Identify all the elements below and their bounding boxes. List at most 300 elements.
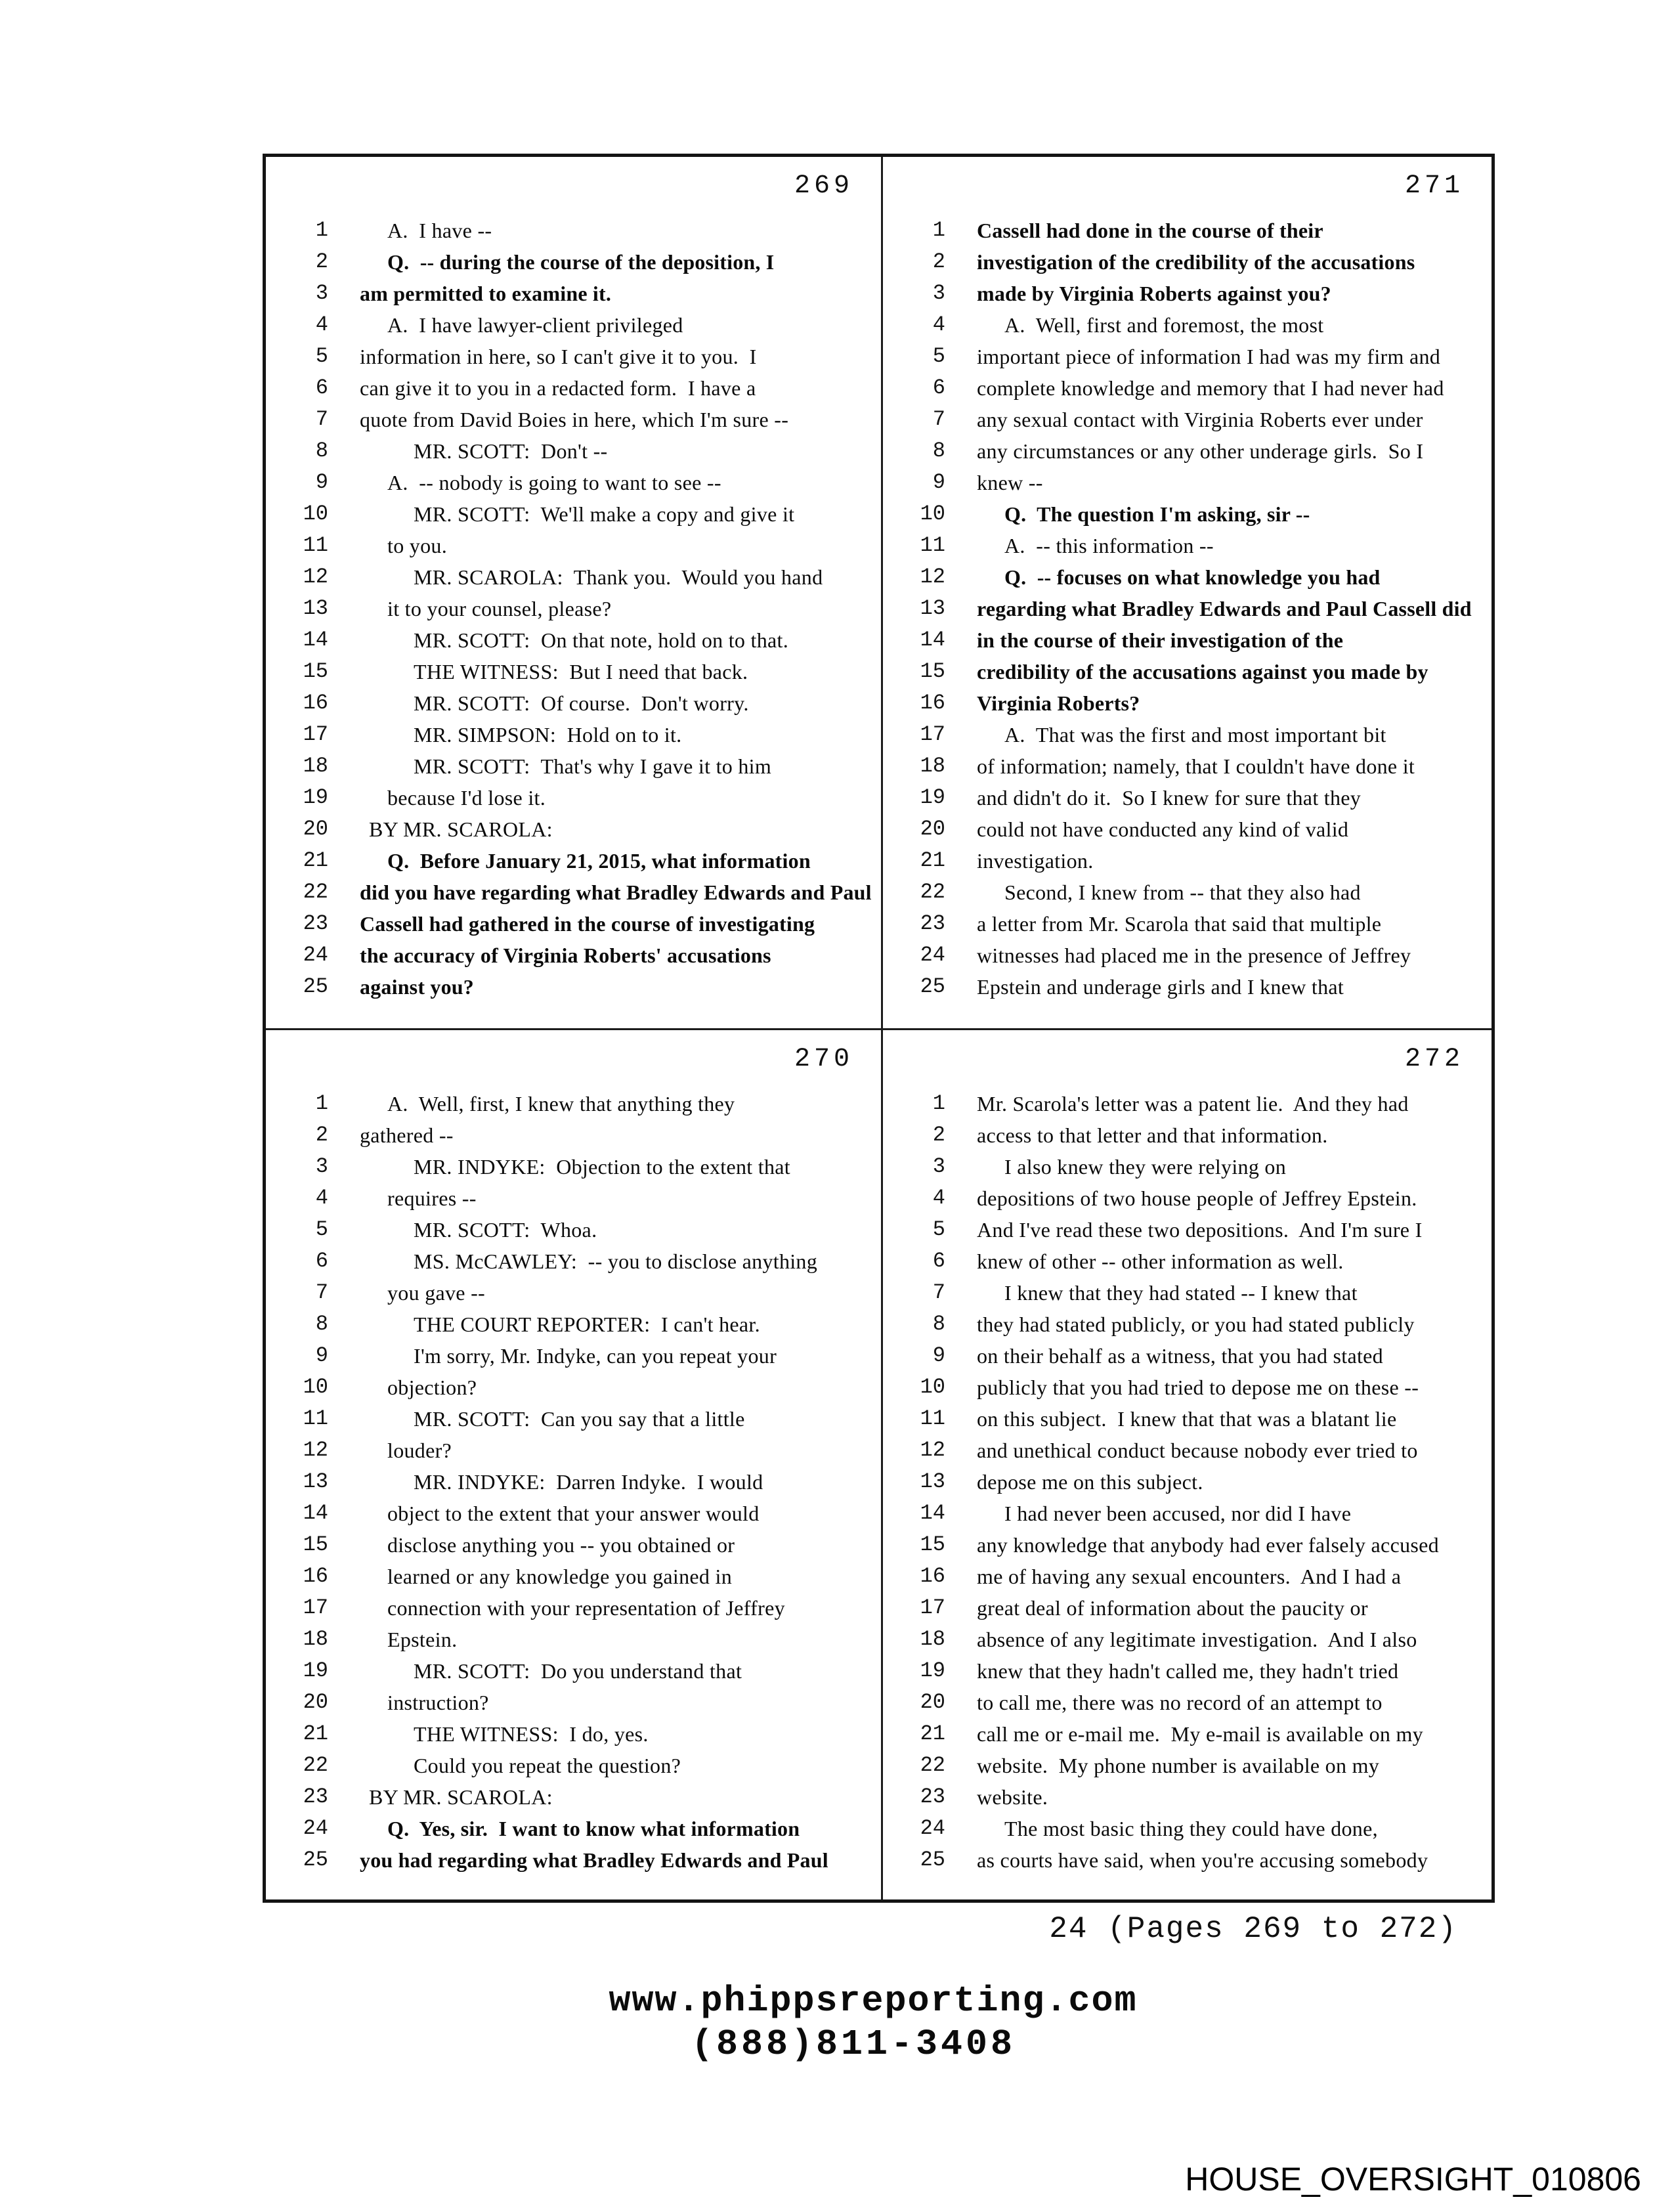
line-text: louder?: [387, 1439, 452, 1462]
transcript-line: [883, 656, 1492, 687]
transcript-line: [883, 1151, 1492, 1182]
line-text: MR. SCOTT: Don't --: [414, 439, 608, 463]
footer-website: www.phippsreporting.com: [609, 1980, 1138, 2022]
transcript-lines: [266, 1088, 881, 1876]
transcript-line: [883, 215, 1492, 246]
transcript-line: [883, 1813, 1492, 1844]
line-text: Virginia Roberts?: [977, 691, 1140, 715]
line-text: did you have regarding what Bradley Edwards and Paul: [360, 880, 872, 904]
transcript-line: [883, 498, 1492, 530]
line-number: 17: [920, 1595, 945, 1620]
line-number: 16: [920, 691, 945, 715]
line-number: 13: [303, 596, 328, 620]
line-text: MR. SCOTT: Can you say that a little: [414, 1407, 745, 1431]
line-number: 4: [315, 1186, 328, 1210]
line-number: 8: [932, 1312, 945, 1336]
line-number: 2: [315, 1123, 328, 1147]
line-text: any sexual contact with Virginia Roberts ever under: [977, 408, 1423, 431]
line-text: as courts have said, when you're accusing somebody: [977, 1848, 1428, 1872]
line-text: the accuracy of Virginia Roberts' accusations: [360, 943, 771, 967]
line-text: regarding what Bradley Edwards and Paul Cassell did: [977, 597, 1472, 620]
line-number: 3: [315, 1154, 328, 1179]
transcript-line: [266, 1435, 881, 1466]
transcript-line: [266, 1844, 881, 1876]
transcript-line: [266, 1781, 881, 1813]
transcript-line: [266, 656, 881, 687]
line-number: 20: [920, 1690, 945, 1714]
line-text: Cassell had gathered in the course of investigating: [360, 912, 815, 936]
transcript-line: [883, 1372, 1492, 1403]
line-number: 3: [932, 1154, 945, 1179]
page-header: [883, 157, 1492, 215]
line-number: 5: [315, 1217, 328, 1242]
transcript-line: [266, 1750, 881, 1781]
line-number: 13: [920, 1469, 945, 1494]
transcript-line: [883, 1529, 1492, 1561]
line-text: I had never been accused, nor did I have: [1004, 1502, 1352, 1525]
line-number: 6: [932, 1249, 945, 1273]
line-text: and didn't do it. So I knew for sure that they: [977, 786, 1362, 810]
line-number: 11: [303, 1406, 328, 1431]
line-number: 22: [303, 1753, 328, 1777]
line-number: 14: [920, 628, 945, 652]
line-number: 9: [315, 470, 328, 494]
line-text: A. Well, first, I knew that anything they: [387, 1092, 735, 1116]
line-number: 4: [932, 1186, 945, 1210]
transcript-line: [883, 1750, 1492, 1781]
line-number: 17: [303, 1595, 328, 1620]
line-text: I also knew they were relying on: [1004, 1155, 1287, 1179]
line-text: disclose anything you -- you obtained or: [387, 1533, 735, 1557]
line-text: they had stated publicly, or you had stated publicly: [977, 1312, 1415, 1336]
transcript-line: [266, 1246, 881, 1277]
line-number: 24: [920, 1816, 945, 1840]
transcript-line: [883, 1687, 1492, 1718]
line-number: 19: [920, 785, 945, 810]
transcript-line: [266, 309, 881, 341]
line-text: MR. SCOTT: Do you understand that: [414, 1659, 742, 1683]
line-text: THE WITNESS: But I need that back.: [414, 660, 748, 683]
line-text: to call me, there was no record of an attempt to: [977, 1691, 1383, 1714]
line-text: connection with your representation of Jeffrey: [387, 1596, 785, 1620]
line-number: 22: [920, 1753, 945, 1777]
transcript-line: [266, 782, 881, 813]
transcript-line: [883, 750, 1492, 782]
transcript-line: [883, 624, 1492, 656]
line-number: 25: [303, 1848, 328, 1872]
line-text: Q. Before January 21, 2015, what information: [387, 849, 811, 873]
line-text: knew of other -- other information as well.: [977, 1249, 1344, 1273]
transcript-line: [266, 1309, 881, 1340]
line-text: And I've read these two depositions. And I'm sure I: [977, 1218, 1423, 1242]
transcript-line: [266, 530, 881, 561]
transcript-line: [266, 687, 881, 719]
line-number: 24: [303, 1816, 328, 1840]
line-text: MR. INDYKE: Darren Indyke. I would: [414, 1470, 763, 1494]
line-number: 5: [932, 344, 945, 368]
line-text: you gave --: [387, 1281, 486, 1305]
transcript-line: [883, 1435, 1492, 1466]
line-number: 8: [315, 439, 328, 463]
line-number: 10: [920, 502, 945, 526]
transcript-line: [266, 372, 881, 404]
line-text: witnesses had placed me in the presence of Jeffrey: [977, 943, 1411, 967]
line-number: 22: [920, 880, 945, 904]
transcript-line: [883, 1498, 1492, 1529]
line-number: 9: [932, 470, 945, 494]
transcript-line: [883, 530, 1492, 561]
line-text: to you.: [387, 534, 447, 557]
transcript-line: [266, 845, 881, 877]
line-number: 3: [932, 281, 945, 305]
transcript-line: [266, 341, 881, 372]
line-text: call me or e-mail me. My e-mail is available on my: [977, 1722, 1423, 1746]
page-header: [266, 157, 881, 215]
line-text: gathered --: [360, 1123, 454, 1147]
line-text: in the course of their investigation of the: [977, 628, 1344, 652]
line-number: 21: [920, 848, 945, 873]
line-text: absence of any legitimate investigation. And I also: [977, 1628, 1417, 1651]
line-text: A. That was the first and most important bit: [1004, 723, 1386, 747]
line-number: 6: [315, 376, 328, 400]
transcript-line: [883, 1119, 1492, 1151]
line-text: A. I have lawyer-client privileged: [387, 313, 683, 337]
line-number: 18: [920, 754, 945, 778]
line-text: depose me on this subject.: [977, 1470, 1203, 1494]
line-text: any circumstances or any other underage girls. So I: [977, 439, 1424, 463]
line-number: 10: [303, 1375, 328, 1399]
line-number: 15: [920, 1532, 945, 1557]
transcript-line: [883, 1466, 1492, 1498]
transcript-grid: [263, 154, 1495, 1903]
line-number: 19: [920, 1659, 945, 1683]
line-number: 14: [303, 628, 328, 652]
transcript-line: [266, 877, 881, 908]
line-text: website. My phone number is available on my: [977, 1754, 1380, 1777]
transcript-line: [266, 1718, 881, 1750]
line-number: 17: [920, 722, 945, 747]
line-text: and unethical conduct because nobody ever tried to: [977, 1439, 1418, 1462]
line-number: 19: [303, 1659, 328, 1683]
transcript-line: [266, 404, 881, 435]
transcript-line: [266, 1214, 881, 1246]
transcript-line: [266, 813, 881, 845]
line-number: 13: [303, 1469, 328, 1494]
transcript-line: [883, 278, 1492, 309]
line-number: 23: [303, 911, 328, 936]
line-number: 15: [920, 659, 945, 683]
transcript-line: [266, 940, 881, 971]
line-text: Mr. Scarola's letter was a patent lie. And they had: [977, 1092, 1409, 1116]
transcript-line: [883, 1844, 1492, 1876]
line-number: 1: [932, 1091, 945, 1116]
line-number: 14: [920, 1501, 945, 1525]
transcript-line: [883, 1718, 1492, 1750]
line-number: 23: [920, 1785, 945, 1809]
transcript-line: [883, 877, 1492, 908]
line-text: object to the extent that your answer would: [387, 1502, 760, 1525]
transcript-line: [266, 1498, 881, 1529]
line-text: BY MR. SCAROLA:: [369, 1785, 553, 1809]
transcript-line: [266, 1403, 881, 1435]
line-text: website.: [977, 1785, 1048, 1809]
line-number: 12: [920, 1438, 945, 1462]
line-text: it to your counsel, please?: [387, 597, 612, 620]
transcript-line: [266, 1372, 881, 1403]
line-text: A. I have --: [387, 219, 492, 242]
line-text: great deal of information about the paucity or: [977, 1596, 1368, 1620]
line-text: credibility of the accusations against you made by: [977, 660, 1428, 683]
line-text: investigation of the credibility of the accusations: [977, 250, 1415, 274]
transcript-line: [266, 1466, 881, 1498]
line-number: 8: [932, 439, 945, 463]
transcript-lines: [883, 1088, 1492, 1876]
line-number: 21: [303, 1722, 328, 1746]
transcript-line: [883, 467, 1492, 498]
transcript-line: [266, 498, 881, 530]
line-text: on their behalf as a witness, that you had stated: [977, 1344, 1383, 1368]
line-text: MR. SCAROLA: Thank you. Would you hand: [414, 565, 823, 589]
line-text: am permitted to examine it.: [360, 282, 612, 305]
line-text: access to that letter and that information.: [977, 1123, 1328, 1147]
line-number: 5: [932, 1217, 945, 1242]
line-text: MR. SCOTT: Whoa.: [414, 1218, 597, 1242]
line-number: 20: [920, 817, 945, 841]
transcript-line: [266, 1655, 881, 1687]
line-number: 2: [932, 1123, 945, 1147]
line-number: 24: [303, 943, 328, 967]
transcript-line: [266, 1592, 881, 1624]
line-number: 9: [315, 1343, 328, 1368]
line-number: 21: [303, 848, 328, 873]
transcript-line: [883, 908, 1492, 940]
line-number: 18: [303, 1627, 328, 1651]
line-number: 11: [920, 533, 945, 557]
page-number: 272: [1404, 1044, 1464, 1074]
transcript-line: [883, 1781, 1492, 1813]
line-text: MR. SCOTT: That's why I gave it to him: [414, 754, 772, 778]
transcript-line: [883, 971, 1492, 1003]
transcript-line: [883, 593, 1492, 624]
transcript-line: [883, 1340, 1492, 1372]
line-text: THE WITNESS: I do, yes.: [414, 1722, 649, 1746]
line-text: I'm sorry, Mr. Indyke, can you repeat your: [414, 1344, 777, 1368]
line-number: 15: [303, 659, 328, 683]
transcript-line: [266, 561, 881, 593]
line-text: Could you repeat the question?: [414, 1754, 681, 1777]
line-text: Q. -- during the course of the deposition, I: [387, 250, 775, 274]
line-text: MS. McCAWLEY: -- you to disclose anything: [414, 1249, 818, 1273]
line-number: 16: [920, 1564, 945, 1588]
line-number: 19: [303, 785, 328, 810]
line-number: 10: [920, 1375, 945, 1399]
line-text: quote from David Boies in here, which I'm sure --: [360, 408, 789, 431]
line-text: a letter from Mr. Scarola that said that multiple: [977, 912, 1382, 936]
transcript-line: [883, 309, 1492, 341]
transcript-line: [266, 1561, 881, 1592]
transcript-line: [266, 1624, 881, 1655]
line-number: 1: [932, 218, 945, 242]
line-number: 25: [920, 1848, 945, 1872]
transcript-line: [266, 1687, 881, 1718]
line-number: 10: [303, 502, 328, 526]
line-text: you had regarding what Bradley Edwards and Paul: [360, 1848, 828, 1872]
line-text: MR. SCOTT: Of course. Don't worry.: [414, 691, 749, 715]
transcript-line: [883, 845, 1492, 877]
line-text: of information; namely, that I couldn't have done it: [977, 754, 1415, 778]
line-number: 16: [303, 1564, 328, 1588]
page-number: 270: [794, 1044, 853, 1074]
transcript-line: [266, 908, 881, 940]
line-text: on this subject. I knew that that was a blatant lie: [977, 1407, 1397, 1431]
line-number: 2: [315, 249, 328, 274]
transcript-line: [883, 1246, 1492, 1277]
page-number: 271: [1404, 171, 1464, 201]
line-number: 11: [920, 1406, 945, 1431]
line-number: 9: [932, 1343, 945, 1368]
transcript-line: [266, 467, 881, 498]
transcript-line: [266, 624, 881, 656]
line-number: 12: [920, 565, 945, 589]
line-number: 15: [303, 1532, 328, 1557]
line-text: me of having any sexual encounters. And I had a: [977, 1565, 1402, 1588]
transcript-line: [266, 593, 881, 624]
line-number: 7: [315, 407, 328, 431]
line-text: MR. SIMPSON: Hold on to it.: [414, 723, 682, 747]
line-text: A. Well, first and foremost, the most: [1004, 313, 1324, 337]
line-number: 5: [315, 344, 328, 368]
line-number: 20: [303, 1690, 328, 1714]
transcript-line: [266, 246, 881, 278]
line-number: 24: [920, 943, 945, 967]
line-text: could not have conducted any kind of valid: [977, 817, 1349, 841]
line-text: A. -- this information --: [1004, 534, 1214, 557]
line-number: 4: [932, 313, 945, 337]
line-number: 12: [303, 1438, 328, 1462]
line-text: A. -- nobody is going to want to see --: [387, 471, 721, 494]
line-text: requires --: [387, 1186, 477, 1210]
footer-phone: (888)811-3408: [691, 2024, 1016, 2065]
transcript-line: [266, 1529, 881, 1561]
page-header: [266, 1030, 881, 1088]
line-text: BY MR. SCAROLA:: [369, 817, 553, 841]
transcript-line: [266, 1340, 881, 1372]
line-number: 12: [303, 565, 328, 589]
transcript-line: [883, 404, 1492, 435]
transcript-line: [883, 940, 1492, 971]
transcript-line: [883, 372, 1492, 404]
line-number: 23: [303, 1785, 328, 1809]
line-number: 6: [315, 1249, 328, 1273]
transcript-line: [883, 1088, 1492, 1119]
transcript-lines: [883, 215, 1492, 1003]
transcript-page-272: [883, 1030, 1492, 1899]
transcript-line: [266, 215, 881, 246]
transcript-line: [266, 750, 881, 782]
transcript-line: [883, 1655, 1492, 1687]
transcript-line: [883, 246, 1492, 278]
transcript-line: [883, 813, 1492, 845]
line-number: 7: [932, 1280, 945, 1305]
line-text: against you?: [360, 975, 474, 999]
line-text: MR. SCOTT: On that note, hold on to that.: [414, 628, 788, 652]
transcript-line: [266, 1182, 881, 1214]
line-number: 8: [315, 1312, 328, 1336]
line-text: important piece of information I had was my firm and: [977, 345, 1441, 368]
line-text: Q. Yes, sir. I want to know what information: [387, 1817, 800, 1840]
transcript-line: [883, 782, 1492, 813]
transcript-line: [266, 1119, 881, 1151]
transcript-page-271: [883, 157, 1492, 1030]
line-text: knew that they hadn't called me, they hadn't tried: [977, 1659, 1399, 1683]
line-number: 1: [315, 218, 328, 242]
bates-number: HOUSE_OVERSIGHT_010806: [1185, 2161, 1641, 2198]
line-text: because I'd lose it.: [387, 786, 546, 810]
line-text: information in here, so I can't give it to you. I: [360, 345, 757, 368]
footer-page-range: 24 (Pages 269 to 272): [1049, 1912, 1457, 1946]
transcript-line: [883, 1182, 1492, 1214]
line-number: 20: [303, 817, 328, 841]
line-text: Epstein and underage girls and I knew that: [977, 975, 1344, 999]
line-text: MR. SCOTT: We'll make a copy and give it: [414, 502, 795, 526]
line-number: 14: [303, 1501, 328, 1525]
transcript-line: [883, 1214, 1492, 1246]
transcript-line: [266, 1277, 881, 1309]
line-number: 21: [920, 1722, 945, 1746]
line-number: 22: [303, 880, 328, 904]
transcript-line: [883, 561, 1492, 593]
transcript-line: [883, 1561, 1492, 1592]
page-header: [883, 1030, 1492, 1088]
transcript-line: [883, 719, 1492, 750]
transcript-line: [266, 971, 881, 1003]
line-text: THE COURT REPORTER: I can't hear.: [414, 1312, 760, 1336]
line-number: 11: [303, 533, 328, 557]
line-text: learned or any knowledge you gained in: [387, 1565, 733, 1588]
line-text: Epstein.: [387, 1628, 458, 1651]
line-text: I knew that they had stated -- I knew that: [1004, 1281, 1358, 1305]
line-text: The most basic thing they could have done,: [1004, 1817, 1378, 1840]
line-text: Cassell had done in the course of their: [977, 219, 1323, 242]
transcript-line: [266, 1088, 881, 1119]
transcript-line: [883, 687, 1492, 719]
line-number: 17: [303, 722, 328, 747]
transcript-line: [883, 1403, 1492, 1435]
transcript-line: [883, 341, 1492, 372]
line-text: publicly that you had tried to depose me on these --: [977, 1376, 1419, 1399]
line-text: Q. The question I'm asking, sir --: [1004, 502, 1310, 526]
line-number: 6: [932, 376, 945, 400]
line-number: 7: [932, 407, 945, 431]
transcript-line: [266, 1151, 881, 1182]
line-text: Q. -- focuses on what knowledge you had: [1004, 565, 1381, 589]
line-number: 2: [932, 249, 945, 274]
line-text: instruction?: [387, 1691, 489, 1714]
line-text: depositions of two house people of Jeffrey Epstein.: [977, 1186, 1417, 1210]
transcript-line: [883, 435, 1492, 467]
line-text: MR. INDYKE: Objection to the extent that: [414, 1155, 790, 1179]
transcript-line: [266, 719, 881, 750]
line-number: 13: [920, 596, 945, 620]
line-number: 18: [920, 1627, 945, 1651]
page-number: 269: [794, 171, 853, 201]
line-text: complete knowledge and memory that I had never had: [977, 376, 1444, 400]
transcript-line: [883, 1624, 1492, 1655]
line-number: 7: [315, 1280, 328, 1305]
line-number: 25: [303, 974, 328, 999]
line-number: 23: [920, 911, 945, 936]
transcript-line: [883, 1592, 1492, 1624]
